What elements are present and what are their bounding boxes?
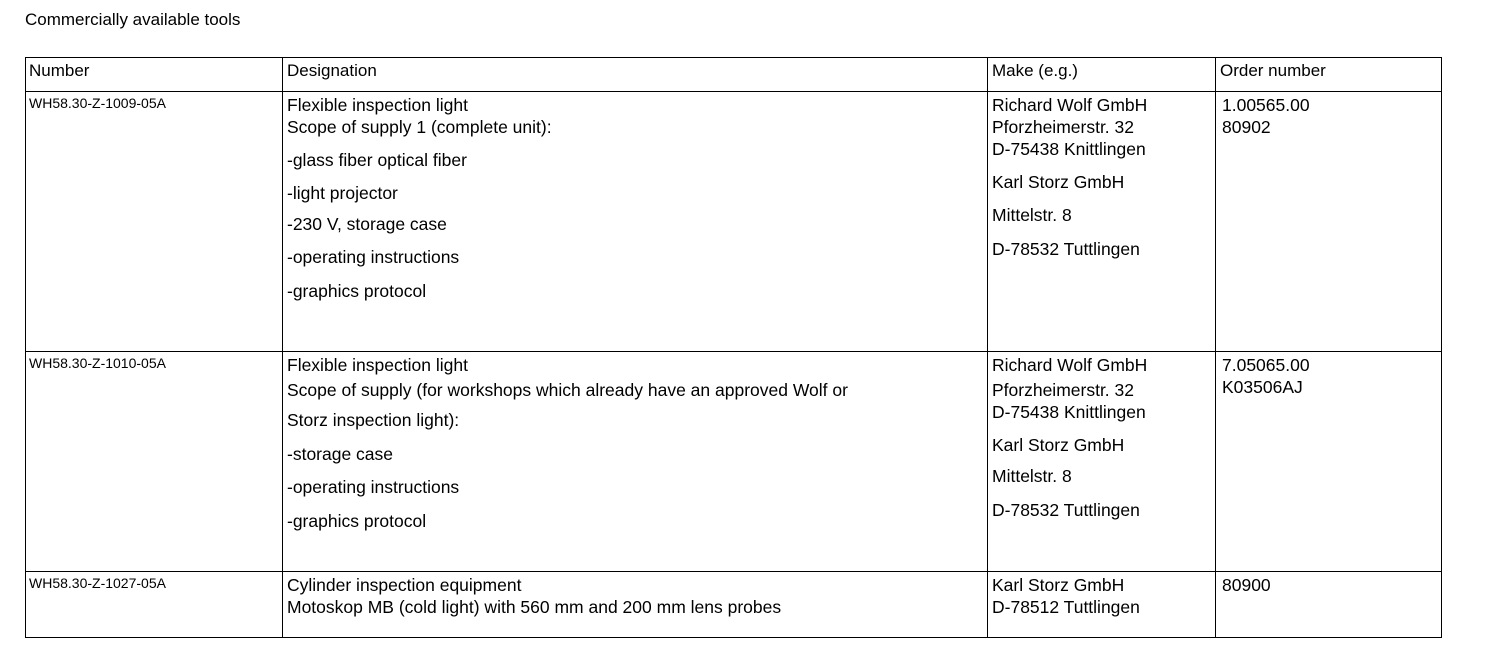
- designation-line: Scope of supply 1 (complete unit):: [287, 117, 552, 137]
- designation-line: -storage case: [287, 444, 394, 464]
- column-header-order-number: Order number: [1220, 61, 1326, 80]
- designation-line: -light projector: [287, 183, 398, 203]
- order-number-line: 7.05065.00: [1222, 355, 1310, 375]
- row-1-number: WH58.30-Z-1009-05A: [29, 95, 166, 111]
- row-divider: [26, 91, 1441, 92]
- row-2-number: WH58.30-Z-1010-05A: [29, 355, 166, 371]
- make-line: Richard Wolf GmbH: [992, 95, 1148, 115]
- row-divider: [26, 351, 1441, 352]
- row-divider: [26, 571, 1441, 572]
- order-number-line: 80902: [1222, 117, 1271, 137]
- make-line: Mittelstr. 8: [992, 466, 1072, 486]
- make-line: Karl Storz GmbH: [992, 575, 1125, 595]
- designation-line: Motoskop MB (cold light) with 560 mm and 200 mm lens probes: [287, 597, 782, 617]
- designation-line: -230 V, storage case: [287, 214, 447, 234]
- make-line: D-78532 Tuttlingen: [992, 500, 1140, 520]
- make-line: D-78532 Tuttlingen: [992, 239, 1140, 259]
- column-header-number: Number: [29, 61, 90, 80]
- make-line: Karl Storz GmbH: [992, 172, 1125, 192]
- column-divider: [987, 58, 988, 637]
- column-divider: [1215, 58, 1216, 637]
- designation-line: Flexible inspection light: [287, 355, 468, 375]
- make-line: Pforzheimerstr. 32: [992, 117, 1134, 137]
- make-line: Karl Storz GmbH: [992, 435, 1125, 455]
- designation-line: -operating instructions: [287, 477, 460, 497]
- designation-line: Storz inspection light):: [287, 410, 460, 430]
- make-line: D-78512 Tuttlingen: [992, 597, 1140, 617]
- order-number-line: K03506AJ: [1222, 377, 1303, 397]
- designation-line: -graphics protocol: [287, 281, 427, 301]
- column-divider: [282, 58, 283, 637]
- designation-line: -operating instructions: [287, 247, 460, 267]
- designation-line: -glass fiber optical fiber: [287, 150, 467, 170]
- row-3-number: WH58.30-Z-1027-05A: [29, 575, 166, 591]
- make-line: Richard Wolf GmbH: [992, 355, 1148, 375]
- order-number-line: 80900: [1222, 575, 1271, 595]
- designation-line: -graphics protocol: [287, 511, 427, 531]
- designation-line: Cylinder inspection equipment: [287, 575, 522, 595]
- order-number-line: 1.00565.00: [1222, 95, 1310, 115]
- column-header-designation: Designation: [287, 61, 377, 80]
- make-line: D-75438 Knittlingen: [992, 139, 1146, 159]
- make-line: Pforzheimerstr. 32: [992, 380, 1134, 400]
- column-header-make: Make (e.g.): [992, 61, 1078, 80]
- designation-line: Scope of supply (for workshops which already have an approved Wolf or: [287, 380, 848, 400]
- designation-line: Flexible inspection light: [287, 95, 468, 115]
- tools-table: [25, 57, 1442, 638]
- make-line: Mittelstr. 8: [992, 205, 1072, 225]
- section-heading: Commercially available tools: [25, 10, 241, 29]
- make-line: D-75438 Knittlingen: [992, 402, 1146, 422]
